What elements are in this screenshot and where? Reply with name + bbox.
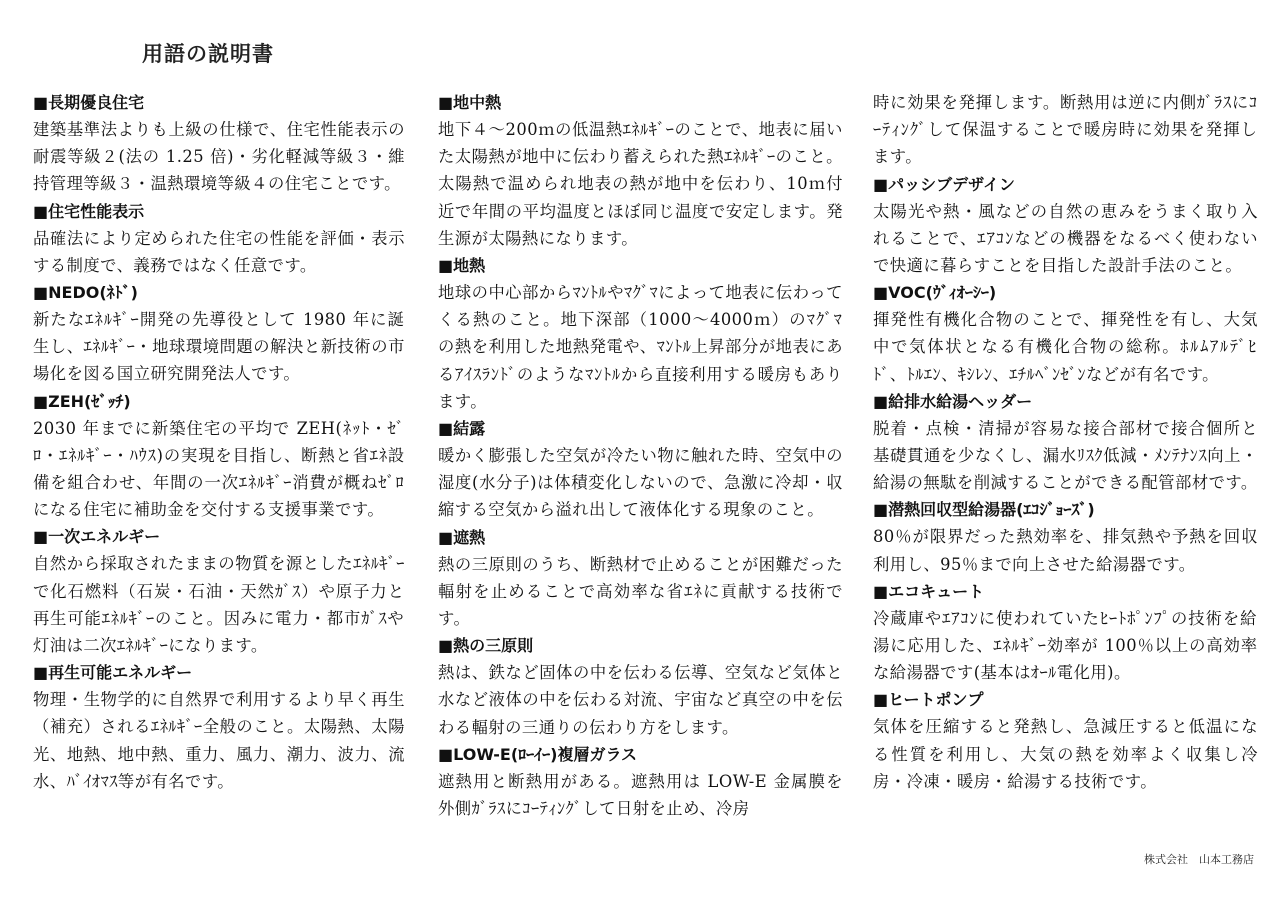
term-heading: ■エコキュート (873, 581, 985, 601)
term-entry (33, 198, 405, 279)
term-heading: ■パッシブデザイン (873, 174, 1015, 194)
term-description: 品確法により定められた住宅の性能を評価・表示する制度で、義務ではなく任意です。 (33, 228, 405, 275)
term-entry (873, 171, 1258, 280)
term-entry (873, 686, 1258, 795)
term-heading: ■ヒートポンプ (873, 690, 984, 710)
term-description: 地球の中心部からﾏﾝﾄﾙやﾏｸﾞﾏによって地表に伝わってくる熱のこと。地下深部（1000～4000ｍ）のﾏｸﾞﾏの熱を利用した地熱発電や、ﾏﾝﾄﾙ上昇部分が地表にあるｱｲｽﾗﾝﾄﾞのようなﾏﾝﾄﾙから直接利用する暖房もあります。 (438, 283, 843, 411)
term-description: 建築基準法よりも上級の仕様で、住宅性能表示の耐震等級２(法の 1.25 倍)・劣化軽減等級３・維持管理等級３・温熱環境等級４の住宅ことです。 (33, 120, 405, 194)
term-entry (873, 279, 1258, 388)
term-heading: ■潜熱回収型給湯器(ｴｺｼﾞｮｰｽﾞ) (873, 500, 1095, 520)
term-entry (33, 279, 405, 388)
term-heading: ■地熱 (438, 256, 486, 276)
term-description: 2030 年までに新築住宅の平均で ZEH(ﾈｯﾄ・ｾﾞﾛ・ｴﾈﾙｷﾞｰ・ﾊｳｽ)の実現を目指し、断熱と省ｴﾈ設備を組合わせ、年間の一次ｴﾈﾙｷﾞｰ消費が概ねｾﾞﾛになる住宅に補助金を交付する支援事業です。 (33, 418, 405, 520)
term-description: 自然から採取されたままの物質を源としたｴﾈﾙｷﾞｰで化石燃料（石炭・石油・天然ｶﾞｽ）や原子力と再生可能ｴﾈﾙｷﾞｰのこと。因みに電力・都市ｶﾞｽや灯油は二次ｴﾈﾙｷﾞｰになります。 (33, 554, 405, 656)
term-description: 気体を圧縮すると発熱し、急減圧すると低温になる性質を利用し、大気の熱を効率よく収集し冷房・冷凍・暖房・給湯する技術です。 (873, 717, 1258, 791)
term-heading: ■NEDO(ﾈﾄﾞ) (33, 283, 138, 303)
term-heading: ■一次エネルギー (33, 527, 161, 547)
term-entry (438, 252, 843, 415)
term-description: 物理・生物学的に自然界で利用するより早く再生（補充）されるｴﾈﾙｷﾞｰ全般のこと。太陽熱、太陽光、地熱、地中熱、重力、風力、潮力、波力、流水、ﾊﾞｲｵﾏｽ等が有名です。 (33, 690, 405, 791)
term-heading: ■ZEH(ｾﾞｯﾁ) (33, 391, 131, 411)
term-description: 揮発性有機化合物のことで、揮発性を有し、大気中で気体状となる有機化合物の総称。ﾎﾙﾑｱﾙﾃﾞﾋﾄﾞ、ﾄﾙｴﾝ、ｷｼﾚﾝ、ｴﾁﾙﾍﾞﾝｾﾞﾝなどが有名です。 (873, 310, 1258, 384)
page-title: 用語の説明書 (142, 42, 274, 66)
term-description: 熱は、鉄など固体の中を伝わる伝導、空気など気体と水など液体の中を伝わる対流、宇宙など真空の中を伝わる輻射の三通りの伝わり方をします。 (438, 663, 843, 737)
column-2 (438, 89, 843, 822)
term-entry (438, 741, 843, 822)
term-description: 80％が限界だった熱効率を、排気熱や予熱を回収利用し、95％まで向上させた給湯器です。 (873, 527, 1258, 574)
term-heading: ■VOC(ｳﾞｨｵｰｼｰ) (873, 283, 997, 303)
column-3 (873, 89, 1258, 795)
term-description: 熱の三原則のうち、断熱材で止めることが困難だった輻射を止めることで高効率な省ｴﾈに貢献する技術です。 (438, 554, 843, 629)
term-entry (873, 388, 1258, 497)
term-description: 暖かく膨張した空気が冷たい物に触れた時、空気中の湿度(水分子)は体積変化しないので、急激に冷却・収縮する空気から溢れ出して液体化する現象のこと。 (438, 446, 843, 520)
term-description: 遮熱用と断熱用がある。遮熱用は LOW-E 金属膜を外側ｶﾞﾗｽにｺｰﾃｨﾝｸﾞして日射を止め、冷房 (438, 771, 843, 819)
term-heading: ■再生可能エネルギー (33, 663, 193, 683)
term-heading: ■長期優良住宅 (33, 93, 145, 112)
term-entry (33, 659, 405, 795)
term-heading: ■地中熱 (438, 93, 502, 112)
term-description: 太陽光や熱・風などの自然の恵みをうまく取り入れることで、ｴｱｺﾝなどの機器をなるべく使わないで快適に暮らすことを目指した設計手法のこと。 (873, 201, 1258, 276)
term-entry (438, 415, 843, 524)
term-heading: ■結露 (438, 419, 486, 439)
term-description-continued: 時に効果を発揮します。断熱用は逆に内側ｶﾞﾗｽにｺｰﾃｨﾝｸﾞして保温することで暖房時に効果を発揮します。 (873, 93, 1258, 167)
term-heading: ■給排水給湯ヘッダー (873, 391, 1033, 411)
term-heading: ■遮熱 (438, 527, 486, 547)
term-entry (873, 578, 1258, 687)
term-description: 冷蔵庫やｴｱｺﾝに使われていたﾋｰﾄﾎﾟﾝﾌﾟの技術を給湯に応用した、ｴﾈﾙｷﾞｰ効率が 100％以上の高効率な給湯器です(基本はｵｰﾙ電化用)。 (873, 608, 1258, 683)
term-entry (33, 89, 405, 198)
term-description: 地下４～200ｍの低温熱ｴﾈﾙｷﾞｰのことで、地表に届いた太陽熱が地中に伝わり蓄えられた熱ｴﾈﾙｷﾞｰのこと。太陽熱で温められ地表の熱が地中を伝わり、10ｍ付近で年間の平均温度とほぼ同じ温度で安定します。発生源が太陽熱になります。 (438, 120, 843, 248)
term-entry (873, 496, 1258, 577)
term-entry (438, 524, 843, 633)
company-name: 株式会社 山本工務店 (1144, 853, 1254, 866)
term-heading: ■住宅性能表示 (33, 201, 145, 221)
term-heading: ■LOW-E(ﾛｰｲｰ)複層ガラス (438, 744, 637, 764)
term-heading: ■熱の三原則 (438, 636, 534, 656)
term-entry (33, 388, 405, 524)
term-description: 新たなｴﾈﾙｷﾞｰ開発の先導役として 1980 年に誕生し、ｴﾈﾙｷﾞｰ・地球環境問題の解決と新技術の市場化を図る国立研究開発法人です。 (33, 310, 405, 384)
term-description: 脱着・点検・清掃が容易な接合部材で接合個所と基礎貫通を少なくし、漏水ﾘｽｸ低減・ﾒﾝﾃﾅﾝｽ向上・給湯の無駄を削減することができる配管部材です。 (873, 418, 1258, 493)
column-1 (33, 89, 405, 795)
term-entry (438, 89, 843, 252)
term-entry-continued (873, 89, 1258, 171)
term-entry (33, 523, 405, 659)
term-entry (438, 632, 843, 741)
